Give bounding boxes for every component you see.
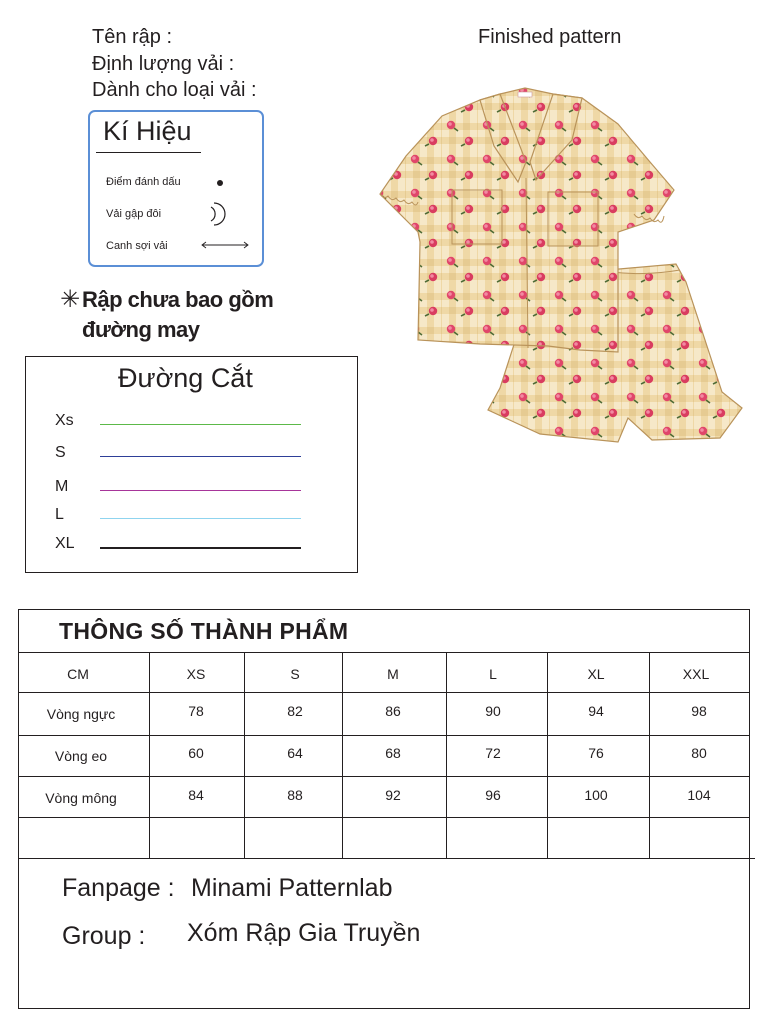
table-cell: 88: [287, 787, 303, 803]
table-column-rule: [446, 652, 447, 858]
cut-size-label: M: [55, 478, 69, 495]
table-cell: 64: [287, 745, 303, 761]
table-column-rule: [547, 652, 548, 858]
note-line-1: Rập chưa bao gồm: [82, 287, 274, 312]
symbol-legend: [88, 110, 264, 267]
table-rule: [19, 652, 749, 653]
table-header-cell: M: [387, 666, 399, 682]
fabric-type-label: Dành cho loại vải :: [92, 79, 257, 101]
table-rule: [19, 692, 749, 693]
table-column-rule: [244, 652, 245, 858]
pattern-name-label: Tên rập :: [92, 26, 173, 48]
note-line-2: đường may: [82, 317, 200, 342]
table-cell: 82: [287, 703, 303, 719]
table-row-label: Vòng mông: [45, 790, 117, 806]
table-rule: [19, 817, 749, 818]
table-cell: 94: [588, 703, 604, 719]
cut-line-swatch: [100, 547, 301, 549]
cut-line-legend: [25, 356, 358, 573]
legend-item-label: Vải gập đôi: [106, 208, 162, 220]
group-value: Xóm Rập Gia Truyền: [187, 919, 421, 947]
table-cell: 72: [485, 745, 501, 761]
table-rule: [19, 735, 749, 736]
cut-size-label: L: [55, 506, 64, 523]
finished-pattern-label: Finished pattern: [478, 26, 622, 48]
table-cell: 78: [188, 703, 204, 719]
spec-table: [18, 609, 750, 1009]
table-header-cell: CM: [67, 666, 89, 682]
group-label: Group :: [62, 922, 146, 950]
table-column-rule: [149, 652, 150, 858]
table-cell: 104: [687, 787, 711, 803]
legend-item-label: Điểm đánh dấu: [106, 176, 181, 188]
cut-line-swatch: [100, 456, 301, 457]
table-cell: 90: [485, 703, 501, 719]
dot-icon: [217, 180, 223, 186]
legend-title: Kí Hiệu: [103, 116, 192, 146]
table-cell: 92: [385, 787, 401, 803]
cut-line-swatch: [100, 424, 301, 425]
table-row-label: Vòng eo: [54, 748, 108, 764]
table-cell: 84: [188, 787, 204, 803]
fanpage-label: Fanpage :: [62, 874, 175, 902]
table-cell: 80: [691, 745, 707, 761]
table-column-rule: [342, 652, 343, 858]
table-rule: [19, 858, 755, 859]
table-cell: 98: [691, 703, 707, 719]
cut-size-label: S: [55, 444, 66, 461]
garment-illustration: [370, 82, 750, 452]
table-cell: 86: [385, 703, 401, 719]
table-header-cell: XL: [587, 666, 605, 682]
cut-line-swatch: [100, 490, 301, 491]
fabric-weight-label: Định lượng vải :: [92, 53, 235, 75]
table-row-label: Vòng ngực: [46, 706, 116, 722]
table-column-rule: [649, 652, 650, 858]
cut-line-title: Đường Cắt: [118, 363, 253, 393]
table-cell: 60: [188, 745, 204, 761]
grainline-arrow-icon: [200, 240, 250, 250]
table-cell: 96: [485, 787, 501, 803]
cut-size-label: XL: [55, 535, 75, 552]
table-header-cell: L: [489, 666, 497, 682]
fold-icon: [208, 200, 234, 228]
table-header-cell: XS: [186, 666, 206, 682]
spec-table-title: THÔNG SỐ THÀNH PHẨM: [59, 618, 349, 644]
table-header-cell: XXL: [682, 666, 710, 682]
fanpage-value: Minami Patternlab: [191, 874, 393, 902]
table-cell: 100: [584, 787, 608, 803]
legend-title-underline: [96, 152, 201, 153]
table-rule: [19, 776, 749, 777]
asterisk-icon: ✳: [60, 286, 80, 313]
table-header-cell: S: [290, 666, 300, 682]
table-cell: 76: [588, 745, 604, 761]
table-cell: 68: [385, 745, 401, 761]
cut-size-label: Xs: [55, 412, 74, 429]
legend-item-label: Canh sợi vải: [106, 240, 168, 252]
cut-line-swatch: [100, 518, 301, 519]
